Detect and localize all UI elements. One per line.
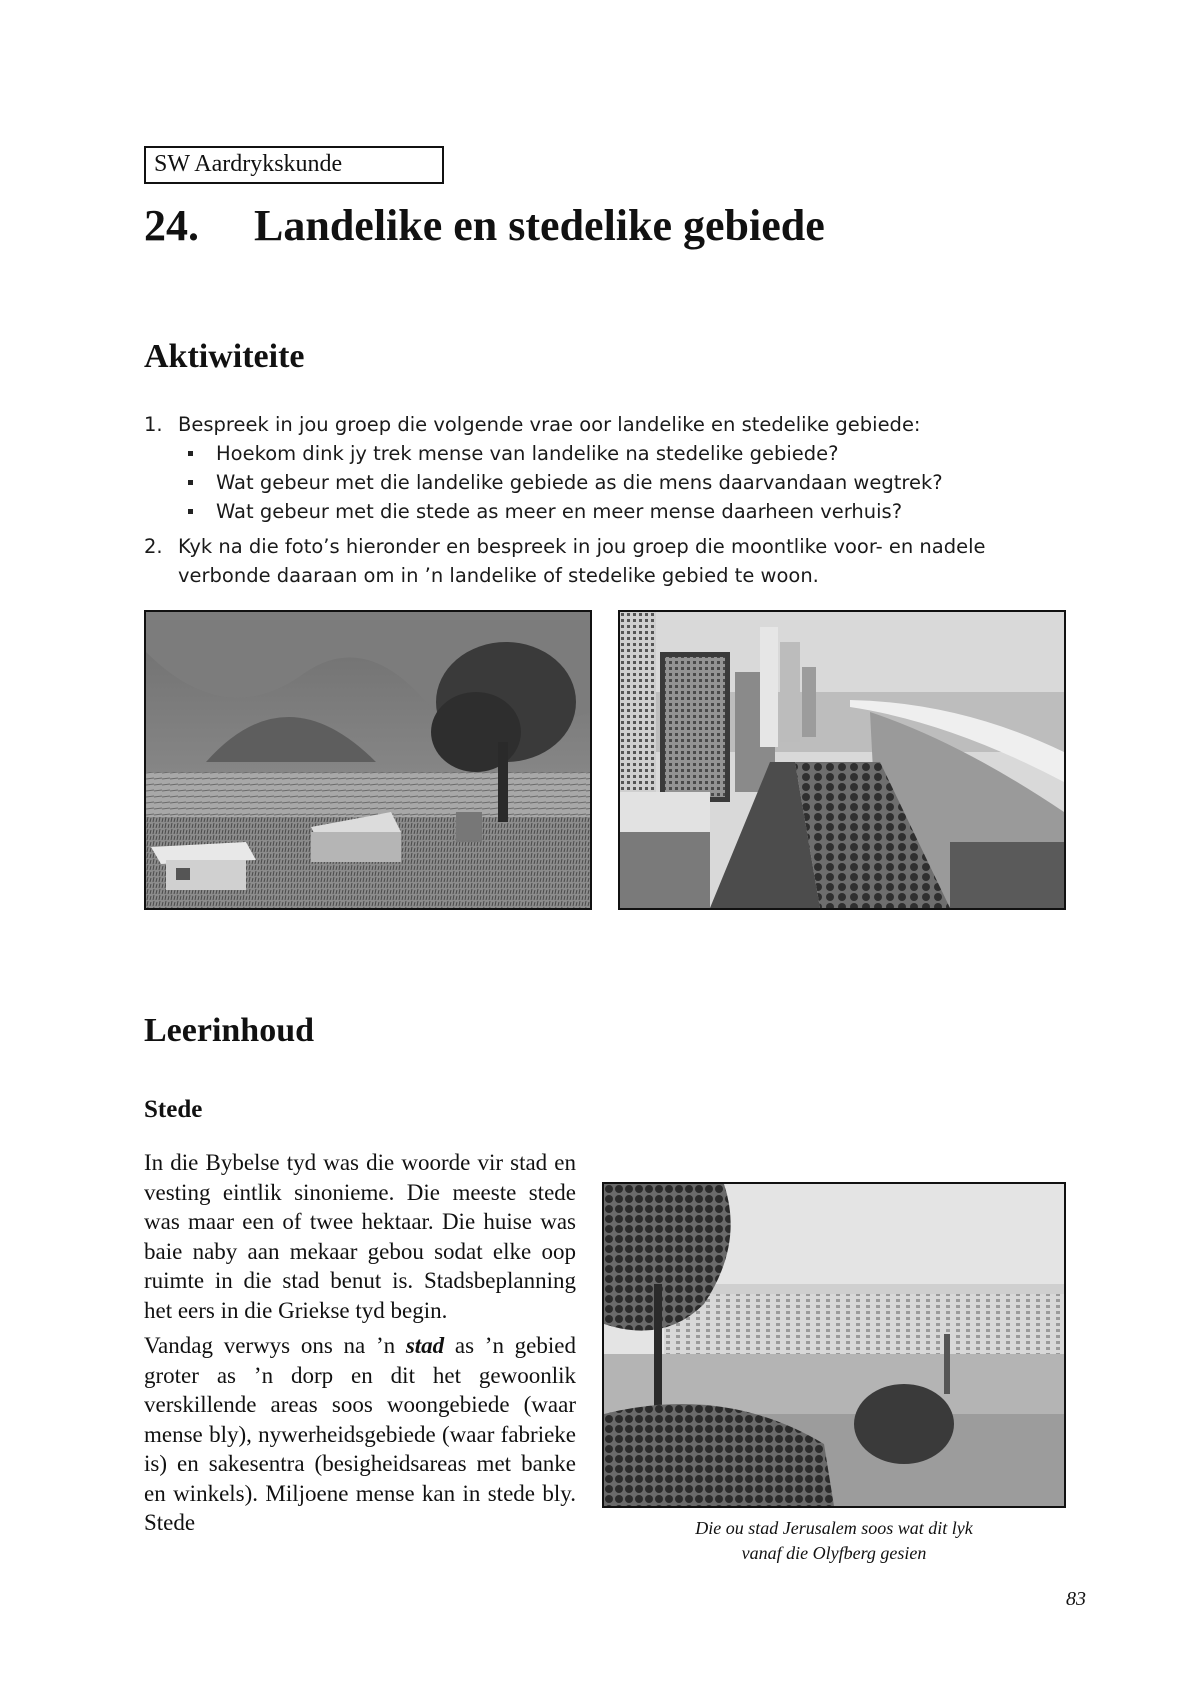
content-heading: Leerinhoud [144,1012,315,1049]
activity-text: Kyk na die foto’s hieronder en bespreek in jou groep die moontlike voor- en nadele verbonde daaraan om in ’n landelike of stedelike gebied te woon. [178,535,986,587]
page-number: 83 [1066,1588,1086,1610]
jerusalem-photo [602,1182,1066,1508]
paragraph-text: as ’n gebied groter as ’n dorp en dit het gewoonlik verskillende areas soos woongebiede (waar mense bly), nywerheidsgebiede (waar fabrieke is) en sakesentra (besigheidsareas met banke en winkels). Miljoene mense kan in stede bly. Stede [144,1333,576,1535]
jerusalem-caption [602,1516,1066,1566]
caption-line: Die ou stad Jerusalem soos wat dit lyk [695,1518,973,1538]
city-skyline-image [620,612,1064,908]
paragraph-bible-times: In die Bybelse tyd was die woorde vir stad en vesting eintlik sinonieme. Die meeste stede was maar een of twee hektaar. Die huise was baie naby aan mekaar gebou sodat elke oop ruimte in die stad benut is. Stadsbeplanning het eers in die Griekse tyd begin. [144,1150,576,1323]
activities-list [144,410,1074,596]
chapter-number: 24. [144,201,199,250]
activities-heading: Aktiwiteite [144,338,305,375]
content-text-column [144,1148,576,1544]
jerusalem-view-image [604,1184,1064,1506]
rural-photo [144,610,592,910]
chapter-title-text: Landelike en stedelike gebiede [254,201,825,250]
city-photo [618,610,1066,910]
caption-line: vanaf die Olyfberg gesien [741,1543,927,1563]
activity-item-2 [144,532,1074,590]
chapter-title [144,200,825,251]
rural-landscape-image [146,612,590,908]
paragraph-text: Vandag verwys ons na ’n [144,1333,406,1358]
activity-number: 2. [144,535,163,558]
question-bullet: Wat gebeur met die landelike gebiede as die mens daarvandaan wegtrek? [178,468,1074,497]
question-bullet: Hoekom dink jy trek mense van landelike na stedelike gebiede? [178,439,1074,468]
activity-number: 1. [144,413,163,436]
term-stad: stad [405,1333,445,1358]
paragraph-modern-city [144,1331,576,1538]
content-subheading: Stede [144,1096,203,1123]
activity-text: Bespreek in jou groep die volgende vrae oor landelike en stedelike gebiede: [178,413,921,436]
activity-item-1 [144,410,1074,526]
question-bullet: Wat gebeur met die stede as meer en meer mense daarheen verhuis? [178,497,1074,526]
subject-label: SW Aardrykskunde [144,146,444,184]
